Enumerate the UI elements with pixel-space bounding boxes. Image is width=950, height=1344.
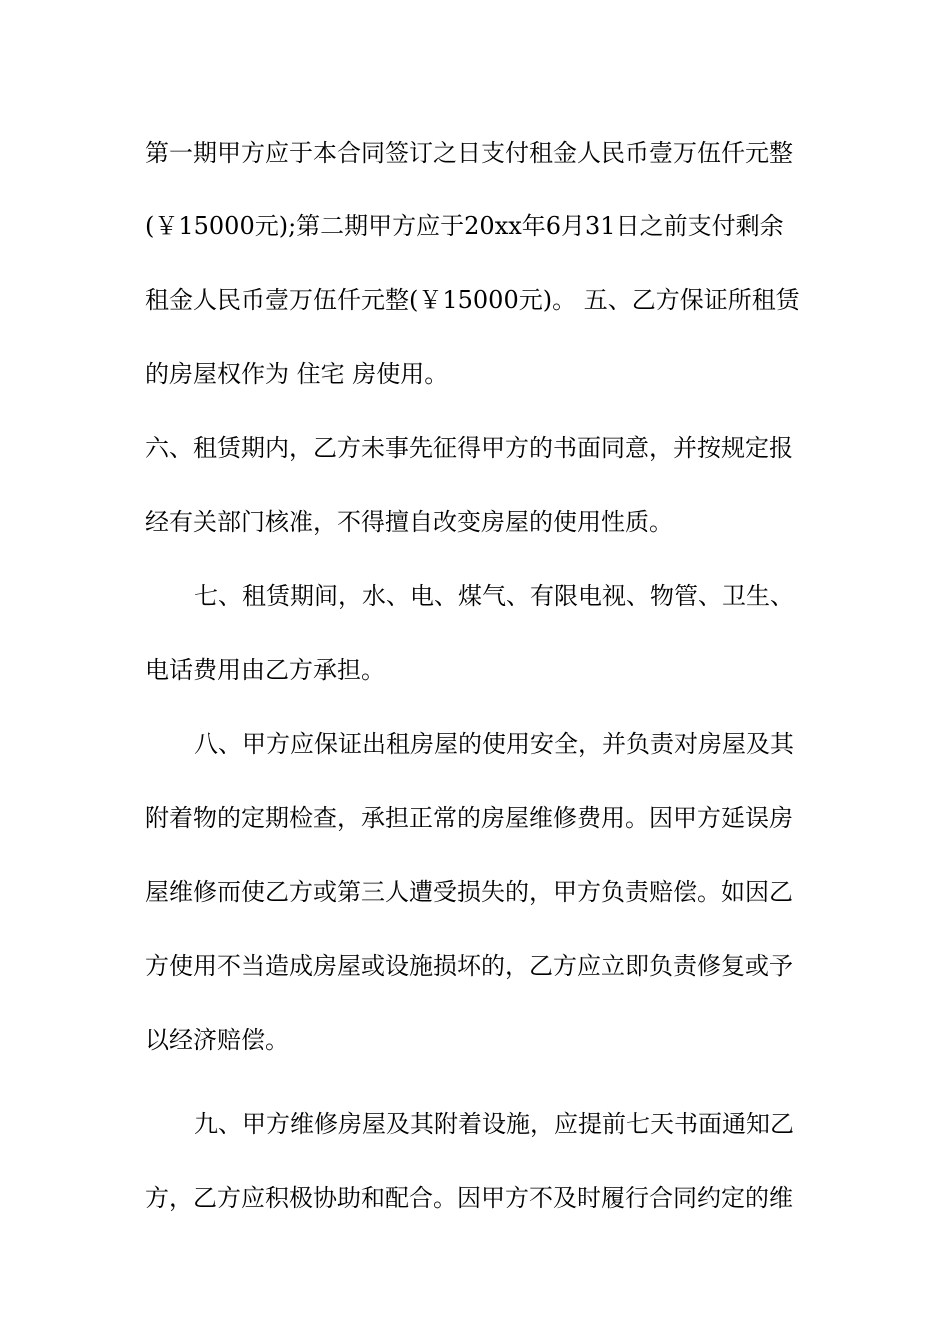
text-line: 租金人民币壹万伍仟元整(￥15000元)。 五、乙方保证所租赁 — [145, 286, 800, 314]
text-line: 第一期甲方应于本合同签订之日支付租金人民币壹万伍仟元整 — [145, 139, 793, 167]
text-line: 七、租赁期间，水、电、煤气、有限电视、物管、卫生、 — [194, 582, 794, 610]
text-line: 附着物的定期检查，承担正常的房屋维修费用。因甲方延误房 — [145, 804, 793, 832]
text-line: 九、甲方维修房屋及其附着设施，应提前七天书面通知乙 — [194, 1110, 794, 1138]
text-line: 屋维修而使乙方或第三人遭受损失的，甲方负责赔偿。如因乙 — [145, 878, 793, 906]
text-line: 方使用不当造成房屋或设施损坏的，乙方应立即负责修复或予 — [145, 952, 793, 980]
text-line: 方，乙方应积极协助和配合。因甲方不及时履行合同约定的维 — [145, 1184, 793, 1212]
text-line: 电话费用由乙方承担。 — [145, 656, 385, 684]
text-line: (￥15000元);第二期甲方应于20xx年6月31日之前支付剩余 — [145, 212, 784, 240]
text-line: 六、租赁期内，乙方未事先征得甲方的书面同意，并按规定报 — [145, 434, 793, 462]
text-line: 以经济赔偿。 — [145, 1026, 289, 1054]
text-line: 的房屋权作为 住宅 房使用。 — [145, 360, 449, 388]
text-line: 八、甲方应保证出租房屋的使用安全，并负责对房屋及其 — [194, 730, 794, 758]
text-line: 经有关部门核准，不得擅自改变房屋的使用性质。 — [145, 508, 673, 536]
